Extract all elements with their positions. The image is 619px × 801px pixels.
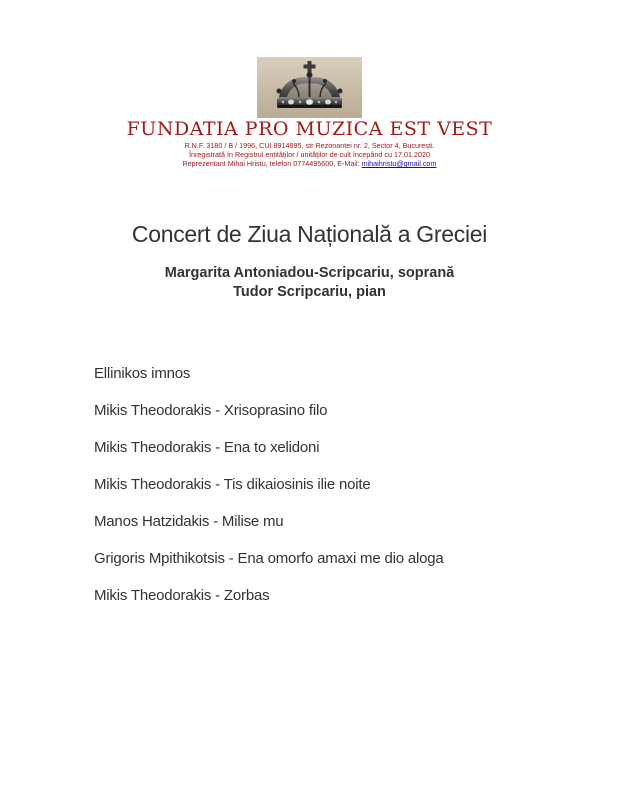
performer-soprano: Margarita Antoniadou-Scripcariu, soprană	[164, 265, 455, 281]
program-item: Manos Hatzidakis - Milise mu	[94, 513, 284, 530]
crown-logo	[257, 57, 362, 118]
program-item: Mikis Theodorakis - Ena to xelidoni	[94, 439, 320, 456]
concert-title: Concert de Ziua Națională a Greciei	[131, 221, 488, 247]
registry-info: Înregistrată în Registrul entităților / unităților de cult începând cu 17.01.2020	[189, 150, 430, 159]
program-item: Ellinikos imnos	[94, 365, 191, 382]
program-item: Mikis Theodorakis - Zorbas	[94, 587, 270, 604]
program-item: Grigoris Mpithikotsis - Ena omorfo amaxi me dio aloga	[94, 550, 444, 567]
email-link[interactable]: mihaihristu@gmail.com	[361, 159, 437, 168]
crown-icon	[257, 57, 362, 118]
contact-info	[0, 159, 619, 168]
program-item: Mikis Theodorakis - Xrisoprasino filo	[94, 402, 328, 419]
foundation-name: FUNDATIA PRO MUZICA EST VEST	[126, 118, 493, 140]
program-list	[94, 364, 594, 623]
program-item: Mikis Theodorakis - Tis dikaiosinis ilie noite	[94, 476, 371, 493]
contact-info-text: Reprezentant Mihai Hristu, telefon 0774495600, E-Mail:	[182, 159, 362, 168]
performer-pianist: Tudor Scripcariu, pian	[233, 284, 386, 300]
registration-info: R.N.F. 3180 / B / 1996, CUI 8914895, str Rezonantei nr. 2, Sector 4, București.	[184, 141, 435, 150]
